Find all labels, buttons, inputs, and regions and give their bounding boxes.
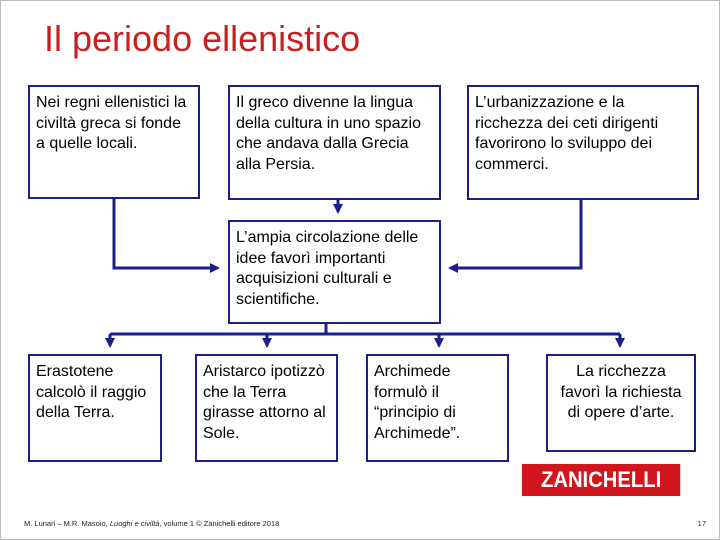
zanichelli-logo: ZANICHELLI: [522, 464, 680, 496]
page-title: Il periodo ellenistico: [44, 18, 361, 59]
footer-prefix: M. Lunari – M.R. Masoio,: [24, 519, 110, 528]
connector-right-to-middle: [450, 200, 581, 268]
bottom-box-3: Archimede formulò il “principio di Archimede”.: [366, 354, 509, 462]
page-number: 17: [697, 519, 706, 528]
footer-suffix: , volume 1 © Zanichelli editore 2018: [159, 519, 280, 528]
connector-left-to-middle: [114, 198, 218, 268]
footer-book-title: Luoghi e civiltà: [109, 519, 160, 528]
bottom-box-2: Aristarco ipotizzò che la Terra girasse attorno al Sole.: [195, 354, 338, 462]
bottom-box-1: Erastotene calcolò il raggio della Terra.: [28, 354, 162, 462]
middle-box: L’ampia circolazione delle idee favorì importanti acquisizioni culturali e scientifiche.: [228, 220, 441, 324]
top-box-3: L’urbanizzazione e la ricchezza dei ceti dirigenti favorirono lo sviluppo dei commerci.: [467, 85, 699, 200]
top-box-1: Nei regni ellenistici la civiltà greca si fonde a quelle locali.: [28, 85, 200, 199]
top-box-2: Il greco divenne la lingua della cultura in uno spazio che andava dalla Grecia alla Persia.: [228, 85, 441, 200]
footer-credit: [24, 519, 279, 528]
bottom-box-4: La ricchezza favorì la richiesta di opere d’arte.: [546, 354, 696, 452]
